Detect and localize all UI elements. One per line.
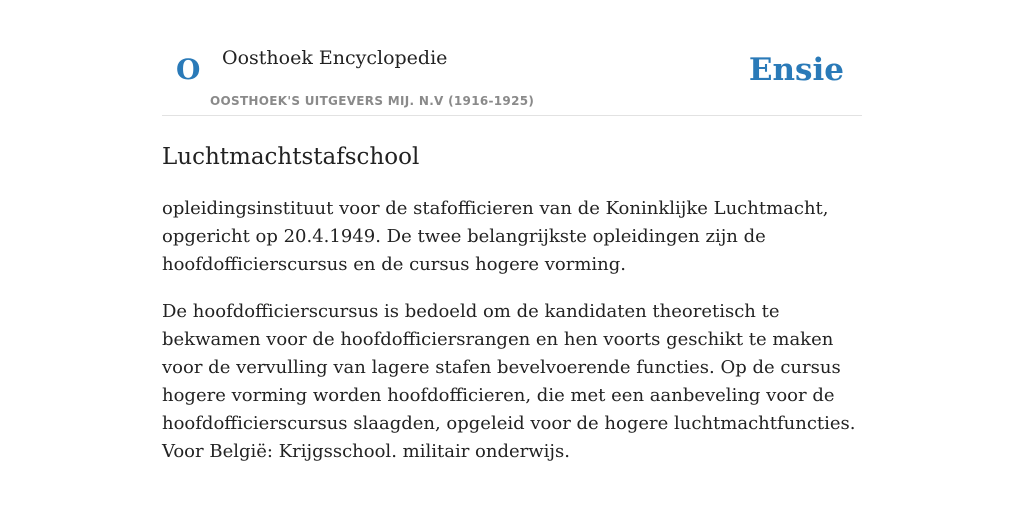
source-publisher: OOSTHOEK'S UITGEVERS MIJ. N.V (1916-1925) bbox=[210, 94, 535, 108]
source-title[interactable]: Oosthoek Encyclopedie bbox=[222, 47, 448, 69]
page bbox=[162, 0, 862, 466]
ensie-logo[interactable]: Ensie bbox=[748, 52, 844, 88]
source-logo-icon[interactable]: O bbox=[176, 53, 201, 86]
entry-paragraph: De hoofdofficierscursus is bedoeld om de kandidaten theoretisch te bekwamen voor de hoofdofficiersrangen en hen voorts geschikt te maken voor de vervulling van lagere stafen bevelvoerende functies. Op de cursus hogere vorming worden hoofdofficieren, die met een aanbeveling voor de hoofdofficierscursus slaagden, opgeleid voor de hogere luchtmachtfuncties. Voor België: Krijgsschool. militair onderwijs. bbox=[162, 301, 856, 462]
entry-paragraph: opleidingsinstituut voor de stafofficieren van de Koninklijke Luchtmacht, opgericht op 20.4.1949. De twee belangrijkste opleidingen zijn de hoofdofficierscursus en de cursus hogere vorming. bbox=[162, 198, 829, 275]
entry-title: Luchtmachtstafschool bbox=[162, 144, 420, 170]
source-header bbox=[162, 40, 862, 116]
entry-body bbox=[162, 195, 862, 466]
